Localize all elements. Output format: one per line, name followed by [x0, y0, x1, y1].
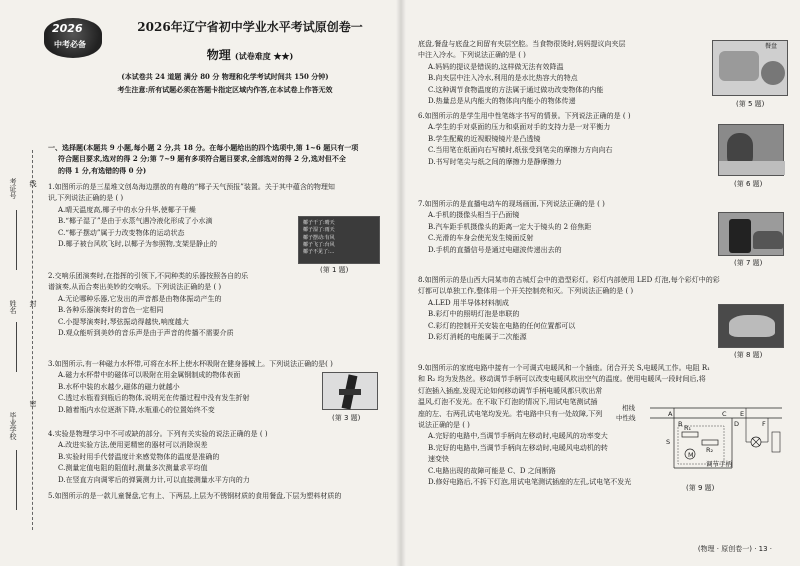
exam-number-label: 考证号 — [8, 178, 17, 199]
question-line: 底盘,餐盘与底盘之间留有夹层空腔。当食物很烫时,妈妈提议向夹层 — [418, 40, 626, 48]
logo-text: 中考必备 — [54, 40, 86, 49]
binding-dash — [32, 150, 33, 530]
neutral-wire-label: 中性线 — [616, 414, 636, 422]
question-5-start — [48, 492, 390, 503]
option-d: D.随着瓶内水位逐渐下降,水瓶重心的位置始终不变 — [58, 405, 215, 414]
question-line: 4.实验是物理学习中不可或缺的部分。下列有关实验的说法正确的是 ( ) — [48, 430, 268, 438]
option-d: D.修好电路后,不拆下灯泡,用试电笔测试插座的左孔,试电笔不发光 — [428, 477, 632, 486]
figure-8-caption: (第 8 题) — [734, 351, 763, 359]
question-line: 说法正确的是 ( ) — [418, 420, 470, 429]
section-line: 一、选择题(本题共 9 小题,每小题 2 分,共 18 分。在每小题给出的四个选项中,第 1~6 题只有一项 — [48, 144, 359, 152]
figure-1-text: 椰子摆动:有风 — [303, 234, 335, 241]
option-d: D.热量总是从内能大的物体向内能小的物体传递 — [428, 96, 576, 105]
point-d-label: D — [734, 420, 740, 428]
exam-note: 考生注意:所有试题必须在答题卡指定区域内作答,在本试卷上作答无效 — [117, 85, 333, 94]
phone-shape — [729, 219, 751, 253]
option-c: C.当用笔在纸面向右写横时,纸张受到笔尖的摩擦力方向向右 — [428, 146, 613, 155]
option-b: B.彩灯中的照明灯泡是串联的 — [428, 310, 520, 319]
car-shape — [753, 231, 783, 249]
option-d: D.彩灯消耗的电能属于二次能源 — [428, 332, 527, 341]
option-a: A.妈妈的提议是错误的,这样做无法有效降温 — [428, 62, 564, 71]
circuit-diagram — [622, 402, 784, 480]
option-c: C.光滑的车身会使光发生镜面反射 — [428, 234, 534, 243]
option-a: A.晴天温度高,椰子中的水分升华,使椰子干燥 — [58, 205, 196, 214]
option-c: C.小提琴演奏时,琴弦振动得越快,响度越大 — [58, 317, 189, 326]
option-a: A.磁力水杯带中的磁体可以吸附在用金属钢制成的物体表面 — [58, 371, 241, 380]
option-c: C.电路出现的故障可能是 C、D 之间断路 — [428, 466, 556, 475]
point-b-label: B — [678, 420, 683, 428]
exam-subject — [150, 48, 350, 63]
live-wire-label: 相线 — [622, 404, 635, 412]
brand-logo — [44, 12, 104, 64]
figure-9-circuit — [616, 402, 784, 480]
option-c: C.彩灯的控制开关安装在电路的任何位置都可以 — [428, 321, 576, 330]
school-label: 毕业学校 — [8, 412, 17, 440]
option-d: D.观众能听到美妙的音乐声是由于声音的传播不需要介质 — [58, 328, 234, 337]
page-fold — [396, 0, 406, 566]
option-c: C.“椰子摆动”属于力改变物体的运动状态 — [58, 228, 185, 237]
question-line: 谱演奏,从而合奏出美妙的交响乐。下列说法正确的是 ( ) — [48, 283, 222, 292]
question-line: 座的左、右两孔试电笔均发光。若电路中只有一处故障,下列 — [418, 409, 603, 418]
magnet-band-shape — [339, 389, 361, 395]
food-tray-shape — [719, 51, 759, 81]
option-b: B.实验时用手代替温度计来感觉物体的温度是准确的 — [58, 452, 220, 461]
figure-1-text: 椰子干了:晴天 — [303, 220, 335, 226]
option-d: D.书写时笔尖与纸之间的摩擦力是静摩擦力 — [428, 157, 562, 166]
figure-5-tag: 餐盘 — [765, 43, 778, 50]
motor-label: M — [688, 451, 694, 459]
section-line: 的得 1 分,有选错的得 0 分) — [58, 166, 147, 175]
desk-shape — [719, 161, 785, 175]
figure-3-image — [322, 372, 378, 410]
question-line: 中注入冷水。下列说法正确的是 ( ) — [418, 51, 526, 60]
binding-strip — [0, 0, 44, 566]
option-a: A.完好的电路中,当调节手柄向左移动时,电暖风的功率变大 — [428, 432, 608, 441]
figure-1-text: 椰子不见了:... — [303, 249, 335, 255]
figure-7-image — [718, 212, 784, 256]
figure-8-image — [718, 304, 784, 348]
figure-6-caption: (第 6 题) — [734, 180, 763, 188]
option-c: C.这种调节食物温度的方法属于通过做功改变物体的内能 — [428, 85, 604, 94]
option-d: D.在竖直方向调零后的弹簧测力计,可以直接测量水平方向的力 — [58, 475, 250, 484]
question-line: 灯泡插入插座,发现无论如何移动调节手柄电暖风都只吹出常 — [418, 386, 603, 395]
option-b: B.各种乐器演奏时的音色一定相同 — [58, 306, 164, 315]
figure-1-text: 椰子飞了:台风 — [303, 241, 335, 248]
binding-mark: 密 — [28, 400, 37, 407]
question-line: 灯都可以单独工作,整体用一个开关控制亮和灭。下列说法正确的是 ( ) — [418, 287, 634, 296]
question-line: 1.如图所示的是三星堆文创岛海边摆放的有趣的“椰子天气预报”装置。关于其中蕴含的物理知 — [48, 183, 335, 191]
option-a: A.无论哪种乐器,它发出的声音都是由物体振动产生的 — [58, 294, 222, 303]
question-line: 7.如图所示的是直播电动车的现场画面,下列说法正确的是 ( ) — [418, 200, 605, 208]
question-line: 6.如图所示的是学生用中性笔练字书写的情景。下列说法正确的是 ( ) — [418, 112, 631, 120]
figure-3-caption: (第 3 题) — [332, 414, 361, 422]
question-line: 3.如图所示,有一种磁力水杯带,可将在水杯上使水杯吸附在健身器械上。下列说法正确的是( ) — [48, 360, 333, 368]
figure-1-image — [298, 216, 380, 264]
option-a: A.学生的手对桌面的压力和桌面对手的支持力是一对平衡力 — [428, 123, 611, 132]
binding-mark: 线 — [28, 180, 37, 187]
figure-7-caption: (第 7 题) — [734, 259, 763, 267]
resistor-r1-label: R₁ — [684, 424, 692, 432]
resistor-r2-label: R₂ — [706, 446, 714, 454]
question-4 — [48, 430, 390, 487]
lantern-shape — [729, 315, 775, 337]
point-e-label: E — [740, 410, 745, 418]
bowl-shape — [761, 61, 785, 85]
exam-meta: (本试卷共 24 道题 满分 80 分 物理和化学考试时间共 150 分钟) — [121, 72, 329, 81]
option-d: D.手机的直播信号是通过电磁波传递出去的 — [428, 245, 562, 254]
handle-label: 调节手柄 — [706, 460, 732, 468]
option-b: B.汽车距手机摄像头的距离一定大于镜头的 2 倍焦距 — [428, 222, 592, 231]
figure-5-caption: (第 5 题) — [736, 100, 765, 108]
question-line: 8.如图所示的是山西大同某市的古城灯会中的造型彩灯。彩灯内部使用 LED 灯泡,每个彩灯中的彩 — [418, 276, 720, 284]
figure-1-caption: (第 1 题) — [320, 266, 349, 274]
name-line — [16, 322, 17, 372]
option-a: A.手机的摄像头相当于凸面镜 — [428, 211, 520, 220]
difficulty-rating: (试卷难度 ★★) — [234, 51, 294, 61]
option-b: B.完好的电路中,当调节手柄向左移动时,电暖风电动机的转 — [428, 443, 608, 452]
section-line: 符合题目要求,选对的得 2 分;第 7~9 题有多项符合题目要求,全部选对的得 2 分,选对但不全 — [58, 155, 346, 164]
question-2 — [48, 272, 390, 340]
question-line: 5.如图所示的是一款儿童餐盘,它有上、下两层,上层为不锈钢材质的食用餐盘,下层为塑料材质的 — [48, 492, 342, 500]
subject-name: 物理 — [206, 48, 231, 62]
logo-year: 2026 — [52, 22, 83, 35]
section-instructions — [48, 144, 390, 178]
option-c: C.测量定值电阻的阻值时,测量多次测量求平均值 — [58, 464, 208, 473]
question-line: 温风,灯泡不发光。在不取下灯泡的情况下,用试电笔测试插 — [418, 398, 598, 407]
school-line — [16, 450, 17, 510]
option-a: A.LED 用半导体材料制成 — [428, 298, 509, 307]
option-b: B.水杯中装的水越少,磁体的磁力就越小 — [58, 382, 180, 391]
question-line: 识,下列说法正确的是 ( ) — [48, 194, 124, 203]
option-b: B.“椰子湿了”是由于水蒸气遇冷液化形成了小水滴 — [58, 217, 213, 226]
point-a-label: A — [668, 410, 673, 418]
option-b: B.向夹层中注入冷水,利用的是水比热容大的特点 — [428, 74, 578, 83]
option-a: A.改进实验方法,使用更精密的器材可以消除误差 — [58, 441, 208, 450]
page-footer: (物理 · 原创卷一) · 13 · — [697, 545, 772, 553]
question-line: 2.交响乐团演奏时,在指挥的引领下,不同种类的乐器按照各自的乐 — [48, 272, 249, 280]
option-b: B.学生配戴的近视眼镜镜片是凸透镜 — [428, 134, 541, 143]
question-line: 9.如图所示的家庭电路中接有一个可调式电暖风和一个插座。闭合开关 S,电暖风工作。电阻 R₁ — [418, 364, 710, 372]
name-label: 姓名 — [8, 300, 17, 314]
figure-6-image — [718, 124, 784, 176]
figure-9-caption: (第 9 题) — [686, 484, 715, 492]
option-b-continued: 速变快 — [428, 455, 449, 464]
exam-title: 2026年辽宁省初中学业水平考试原创卷一 — [137, 20, 363, 34]
exam-number-line — [16, 210, 17, 270]
option-d: D.椰子被台风吹飞时,以椰子为参照物,支架是静止的 — [58, 239, 218, 248]
binding-mark: 封 — [28, 300, 37, 307]
question-line: 和 R₂ 均为发热丝。移动调节手柄可以改变电暖风吹出空气的温度。使用电暖风一段时间后,将 — [418, 375, 706, 384]
point-f-label: F — [762, 420, 766, 428]
switch-s-label: S — [666, 438, 671, 446]
option-c: C.透过水瓶看到瓶后的物体,说明光在传播过程中没有发生折射 — [58, 394, 250, 403]
point-c-label: C — [722, 410, 727, 418]
figure-5-image — [712, 40, 788, 96]
figure-1-text: 椰子湿了:雨天 — [303, 227, 335, 234]
